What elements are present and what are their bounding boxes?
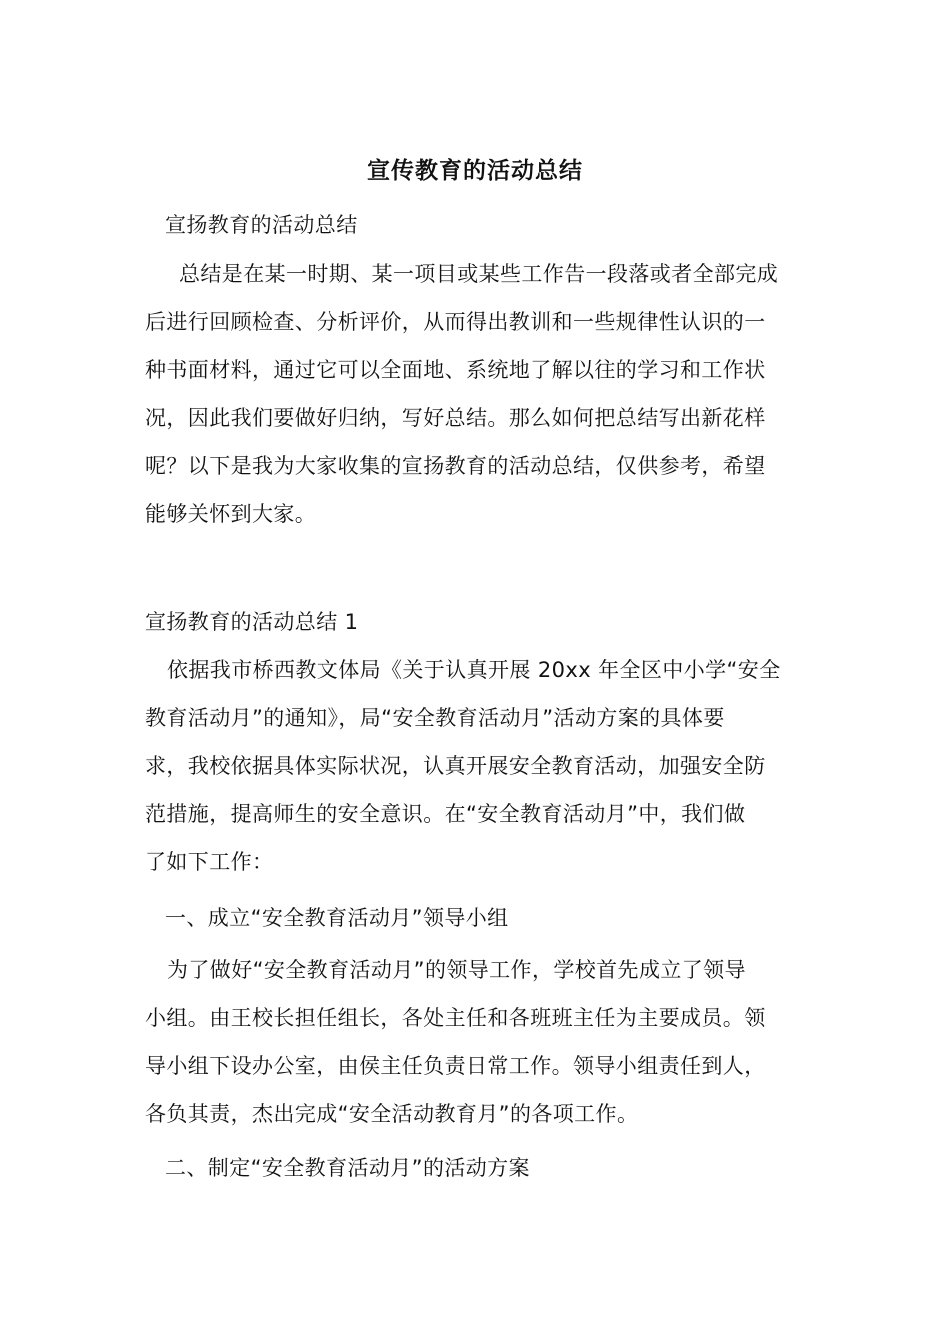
intro-line: 况，因此我们要做好归纳，写好总结。那么如何把总结写出新花样 [145,406,766,430]
paragraph-2 [145,946,807,1138]
intro-paragraph [145,250,807,538]
paragraph-line: 小组。由王校长担任组长，各处主任和各班班主任为主要成员。领 [145,1006,766,1030]
document-subtitle [145,201,807,249]
paragraph-line: 各负其责，杰出完成“安全活动教育月”的各项工作。 [145,1102,639,1126]
intro-line: 总结是在某一时期、某一项目或某些工作告一段落或者全部完成 [179,262,779,286]
intro-line: 后进行回顾检查、分析评价，从而得出教训和一些规律性认识的一 [145,310,766,334]
section-heading-text: 宣扬教育的活动总结 1 [145,610,359,634]
paragraph-line: 依据我市桥西教文体局《关于认真开展 20xx 年全区中小学“安全 [167,658,781,682]
intro-line: 种书面材料，通过它可以全面地、系统地了解以往的学习和工作状 [145,358,766,382]
paragraph-line: 了如下工作： [145,850,274,874]
document-title: 宣传教育的活动总结 [367,158,583,184]
paragraph-line: 导小组下设办公室，由侯主任负责日常工作。领导小组责任到人， [145,1054,766,1078]
subtitle-text: 宣扬教育的活动总结 [165,213,358,237]
intro-line: 呢？以下是我为大家收集的宣扬教育的活动总结，仅供参考，希望 [145,454,766,478]
heading-2-text: 二、制定“安全教育活动月”的活动方案 [165,1156,530,1180]
intro-line: 能够关怀到大家。 [145,502,317,526]
heading-2 [145,1144,807,1192]
paragraph-line: 范措施，提高师生的安全意识。在“安全教育活动月”中，我们做 [145,802,746,826]
paragraph-line: 教育活动月”的通知》，局“安全教育活动月”活动方案的具体要 [145,706,725,730]
paragraph-line: 求，我校依据具体实际状况，认真开展安全教育活动，加强安全防 [145,754,766,778]
paragraph-line: 为了做好“安全教育活动月”的领导工作，学校首先成立了领导 [167,958,746,982]
section-heading [145,598,807,646]
heading-1 [145,894,807,942]
paragraph-1 [145,646,807,886]
heading-1-text: 一、成立“安全教育活动月”领导小组 [165,906,509,930]
